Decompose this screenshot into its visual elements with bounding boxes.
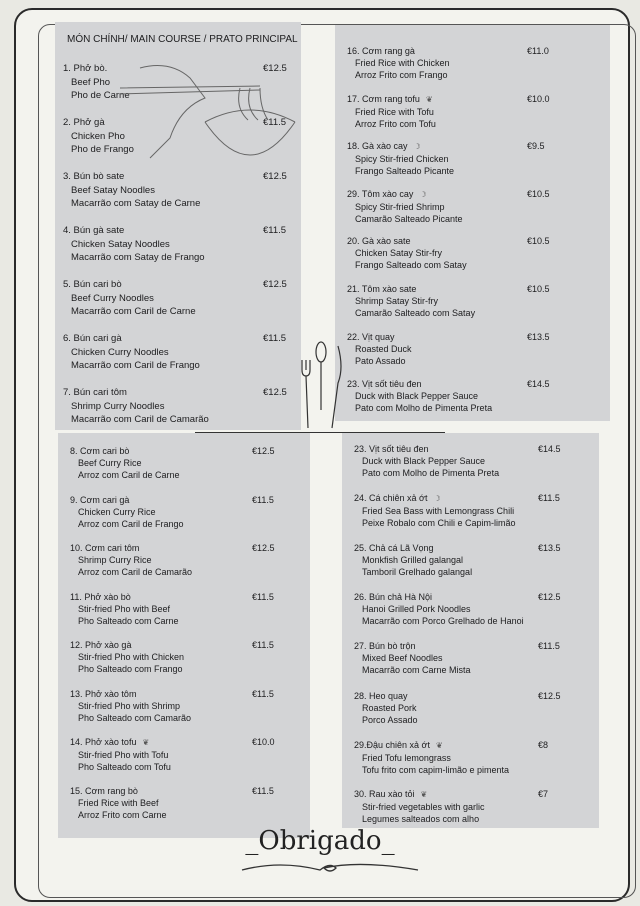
dish-price: €12.5 (252, 446, 275, 456)
dish-name-text: 27. Bún bò trộn (354, 641, 416, 652)
panel-main-course-4 (342, 433, 599, 828)
dish-english: Stir-fried Pho with Shrimp (78, 700, 181, 711)
dish-portuguese: Pato com Molho de Pimenta Preta (355, 403, 493, 414)
dish-name-text: 11. Phở xào bò (70, 591, 131, 602)
dish-price: €11.5 (538, 641, 560, 652)
menu-item (63, 170, 303, 211)
menu-item (354, 492, 578, 529)
dish-portuguese: Pato com Molho de Pimenta Preta (362, 468, 500, 478)
dish-price: €12.5 (263, 279, 287, 290)
dish-english: Fried Sea Bass with Lemongrass Chili (362, 506, 515, 517)
vegan-icon: ❦ (435, 740, 443, 750)
dish-portuguese: Macarrão com Caril de Camarão (71, 414, 209, 425)
dish-portuguese: Macarrão com Porco Grelhado de Hanoi (362, 615, 524, 626)
menu-item (63, 386, 303, 427)
dish-price: €10.0 (527, 93, 550, 104)
menu-item (347, 235, 567, 271)
dish-name-text: 8. Cơm cari bò (70, 446, 130, 456)
chili-icon: ☽ (413, 142, 421, 152)
dish-name-text: 25. Chả cá Lã Vọng (354, 542, 434, 553)
dish-name-text: 6. Bún cari gà (63, 333, 122, 344)
dish-name-text: 29. Tôm xào cay (347, 188, 414, 199)
dish-portuguese: Pho Salteado com Camarão (78, 712, 192, 723)
dish-name-text: 23. Vịt sốt tiêu đen (354, 444, 429, 454)
dish-price: €14.5 (538, 444, 561, 454)
menu-item (347, 140, 567, 177)
dish-english: Fried Rice with Chicken (355, 58, 450, 68)
dish-price: €9.5 (527, 141, 545, 152)
dish-portuguese: Camarão Salteado com Satay (355, 308, 476, 318)
dish-price: €10.5 (527, 284, 550, 294)
menu-item (347, 93, 567, 130)
dish-portuguese: Arroz com Caril de Carne (78, 470, 180, 480)
dish-price: €10.5 (527, 188, 550, 199)
dish-price: €7 (538, 789, 549, 800)
dish-portuguese: Porco Assado (362, 714, 418, 725)
menu-item (354, 640, 578, 676)
dish-portuguese: Tamboril Grelhado galangal (362, 566, 473, 577)
dish-english: Fried Rice with Tofu (355, 106, 434, 117)
dish-name-text: 15. Cơm rang bò (70, 785, 138, 796)
menu-item (70, 494, 292, 530)
dish-name-text: 20. Gà xào sate (347, 236, 411, 247)
dish-price: €13.5 (527, 331, 550, 342)
decorative-swirl (240, 858, 420, 878)
dish-name-text: 29.Đậu chiên xả ớt (354, 739, 430, 750)
dish-name-text: 1. Phở bò. (63, 63, 108, 74)
chili-icon: ☽ (419, 189, 427, 199)
dish-portuguese: Pho Salteado com Tofu (78, 762, 171, 772)
dish-english: Stir-fried Pho with Beef (78, 603, 171, 614)
dish-portuguese: Arroz Frito com Tofu (355, 118, 436, 129)
dish-english: Hanoi Grilled Pork Noodles (362, 603, 471, 614)
dish-price: €11.5 (263, 333, 287, 344)
dish-price: €13.5 (538, 542, 561, 553)
section-heading: MÓN CHÍNH/ MAIN COURSE / PRATO PRINCIPAL (67, 34, 298, 45)
panel-main-course-3 (58, 433, 310, 838)
dish-price: €12.5 (263, 63, 287, 74)
dish-english: Roasted Pork (362, 702, 417, 713)
dish-name-text: 13. Phở xào tôm (70, 688, 137, 699)
thank-you-footer: _Obrigado_ (245, 826, 395, 856)
dish-price: €10.5 (527, 236, 550, 247)
dish-price: €14.5 (527, 379, 550, 390)
dish-price: €8 (538, 739, 549, 750)
menu-item (70, 785, 292, 821)
dish-portuguese: Tofu frito com capim-limão e pimenta (362, 764, 510, 775)
vegan-icon: ❦ (425, 94, 433, 104)
dish-name-text: 30. Rau xào tỏi (354, 789, 415, 800)
dish-portuguese: Camarão Salteado Picante (355, 213, 463, 224)
menu-item (354, 739, 578, 776)
dish-english: Chicken Satay Noodles (71, 238, 170, 250)
dish-price: €11.5 (263, 225, 287, 236)
dish-english: Beef Curry Noodles (71, 292, 154, 304)
menu-item (354, 443, 578, 479)
dish-portuguese: Macarrão com Carne Mista (362, 665, 471, 676)
dish-english: Shrimp Curry Noodles (71, 400, 165, 412)
dish-portuguese: Macarrão com Satay de Carne (71, 198, 201, 209)
menu-item (354, 591, 578, 627)
cutlery-icon (296, 338, 346, 433)
divider (195, 432, 445, 433)
vegan-icon: ❦ (420, 790, 428, 800)
dish-portuguese: Peixe Robalo com Chili e Capim-limão (362, 518, 516, 529)
dish-english: Beef Curry Rice (78, 458, 142, 468)
dish-english: Duck with Black Pepper Sauce (362, 456, 486, 466)
menu-item (70, 736, 292, 773)
dish-price: €11.0 (527, 46, 549, 56)
menu-item (63, 332, 303, 373)
dish-name-text: 16. Cơm rang gà (347, 46, 415, 56)
dish-portuguese: Macarrão com Satay de Frango (71, 252, 205, 263)
menu-item (354, 690, 578, 726)
panel-main-course-2 (335, 25, 610, 421)
menu-item (354, 788, 578, 825)
dish-english: Beef Pho (71, 76, 111, 88)
menu-item (70, 591, 292, 627)
dish-english: Chicken Satay Stir-fry (355, 248, 443, 259)
dish-name-text: 9. Cơm cari gà (70, 494, 130, 505)
dish-price: €11.5 (252, 591, 274, 602)
dish-price: €12.5 (538, 690, 561, 701)
dish-price: €11.5 (252, 494, 274, 505)
dish-english: Shrimp Satay Stir-fry (355, 296, 439, 306)
menu-item (347, 331, 567, 367)
dish-english: Spicy Stir-fried Shrimp (355, 201, 445, 212)
dish-portuguese: Arroz com Caril de Camarão (78, 567, 193, 577)
dish-price: €10.0 (252, 737, 275, 747)
menu-item (70, 639, 292, 675)
dish-english: Chicken Curry Noodles (71, 346, 169, 358)
dish-portuguese: Arroz Frito com Frango (355, 70, 448, 80)
dish-name-text: 2. Phở gà (63, 117, 105, 128)
dish-name-text: 10. Cơm cari tôm (70, 543, 140, 553)
dish-name-text: 3. Bún bò sate (63, 171, 125, 182)
vegan-icon: ❦ (142, 738, 150, 747)
dish-english: Fried Tofu lemongrass (362, 752, 451, 763)
dish-english: Roasted Duck (355, 343, 412, 354)
dish-name-text: 14. Phở xào tofu (70, 737, 137, 747)
dish-english: Duck with Black Pepper Sauce (355, 391, 479, 402)
dish-name-text: 24. Cá chiên xả ớt (354, 493, 428, 504)
dish-english: Stir-fried Pho with Tofu (78, 750, 169, 760)
dish-price: €11.5 (538, 493, 560, 504)
dish-name-text: 28. Heo quay (354, 690, 408, 701)
dish-portuguese: Arroz com Caril de Frango (78, 518, 184, 529)
menu-item (70, 445, 292, 481)
chili-icon: ☽ (433, 494, 441, 504)
dish-name-text: 21. Tôm xào sate (347, 284, 417, 294)
dish-english: Monkfish Grilled galangal (362, 554, 464, 565)
dish-portuguese: Legumes salteados com alho (362, 814, 480, 825)
dish-name-text: 7. Bún cari tôm (63, 387, 127, 398)
dish-english: Stir-fried Pho with Chicken (78, 652, 185, 662)
dish-portuguese: Pho de Carne (71, 90, 130, 101)
dish-english: Shrimp Curry Rice (78, 555, 152, 565)
dish-english: Fried Rice with Beef (78, 797, 159, 808)
dish-price: €12.5 (263, 387, 287, 398)
dish-name-text: 17. Cơm rang tofu (347, 93, 420, 104)
dish-english: Stir-fried vegetables with garlic (362, 802, 485, 813)
dish-english: Chicken Curry Rice (78, 506, 156, 517)
dish-name-text: 5. Bún cari bò (63, 279, 122, 290)
dish-portuguese: Frango Salteado com Satay (355, 260, 467, 271)
dish-portuguese: Pho Salteado com Carne (78, 615, 179, 626)
dish-price: €11.5 (252, 688, 274, 699)
menu-item (347, 45, 567, 81)
dish-english: Spicy Stir-fried Chicken (355, 154, 449, 165)
dish-name-text: 12. Phở xào gà (70, 640, 132, 650)
dish-price: €11.5 (263, 117, 287, 128)
dish-price: €12.5 (263, 171, 287, 182)
dish-price: €11.5 (252, 785, 274, 796)
menu-item (63, 278, 303, 319)
menu-item (70, 688, 292, 724)
dish-portuguese: Frango Salteado Picante (355, 166, 455, 177)
dish-price: €12.5 (252, 543, 275, 553)
dish-name-text: 26. Bún chả Hà Nội (354, 591, 433, 602)
dish-price: €11.5 (252, 640, 274, 650)
dish-portuguese: Pho Salteado com Frango (78, 664, 183, 674)
dish-name-text: 22. Vịt quay (347, 331, 395, 342)
menu-item (347, 188, 567, 225)
dish-portuguese: Pho de Frango (71, 144, 134, 155)
dish-english: Mixed Beef Noodles (362, 653, 443, 664)
dish-portuguese: Arroz Frito com Carne (78, 809, 167, 820)
pho-bowl-illustration (110, 58, 300, 168)
menu-item (347, 378, 567, 414)
dish-english: Beef Satay Noodles (71, 184, 155, 196)
menu-item (63, 224, 303, 265)
dish-portuguese: Pato Assado (355, 355, 406, 366)
dish-name-text: 18. Gà xào cay (347, 141, 408, 152)
dish-portuguese: Macarrão com Caril de Carne (71, 306, 196, 317)
menu-item (70, 542, 292, 578)
dish-english: Chicken Pho (71, 130, 125, 142)
menu-item (354, 542, 578, 578)
dish-name-text: 23. Vịt sốt tiêu đen (347, 379, 422, 390)
menu-item (347, 283, 567, 319)
dish-price: €12.5 (538, 591, 561, 602)
dish-portuguese: Macarrão com Caril de Frango (71, 360, 200, 371)
dish-name-text: 4. Bún gà sate (63, 225, 125, 236)
